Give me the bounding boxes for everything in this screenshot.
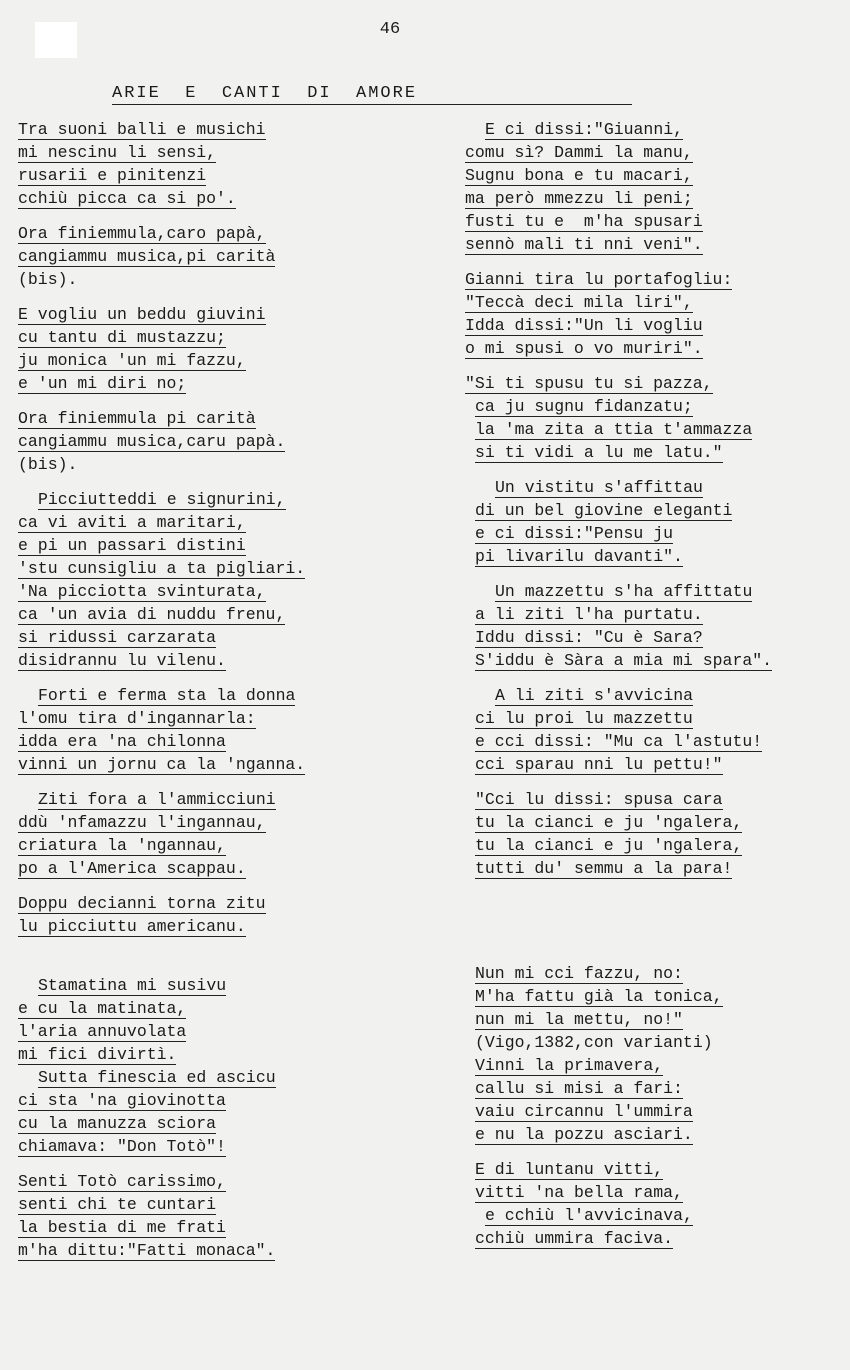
stanza [465,788,845,880]
verse-text: cu la manuzza sciora [18,1114,217,1133]
verse-line [465,1204,845,1227]
verse-text: Un mazzettu s'ha affittatu [495,582,753,601]
verse-text: Vinni la primavera, [475,1056,664,1075]
stanza [465,476,845,568]
verse-text: m'ha dittu:"Fatti monaca". [18,1241,276,1260]
verse-line [465,684,845,707]
stanza [18,303,378,395]
verse-line [18,649,378,672]
stanza [465,580,845,672]
verse-line [465,164,845,187]
verse-text: vitti 'na bella rama, [475,1183,683,1202]
verse-line [465,545,845,568]
verse-text: nun mi la mettu, no!" [475,1010,683,1029]
verse-text: po a l'America scappau. [18,859,246,878]
verse-line [465,372,845,395]
verse-line [18,488,378,511]
verse-line [465,476,845,499]
verse-line [18,511,378,534]
left-column [18,118,378,1262]
verse-line [18,1043,378,1066]
verse-text: ca 'un avia di nuddu frenu, [18,605,286,624]
verse-text: "Si ti spusu tu si pazza, [465,374,713,393]
verse-line [18,1066,378,1089]
verse-line [18,892,378,915]
verse-line [465,141,845,164]
verse-line [18,1089,378,1112]
verse-line [465,985,845,1008]
verse-text: tu la cianci e ju 'ngalera, [475,813,743,832]
verse-line [465,418,845,441]
verse-line [18,730,378,753]
verse-text: Doppu decianni torna zitu [18,894,266,913]
verse-line [465,1008,845,1031]
verse-line [465,603,845,626]
verse-text: "Cci lu dissi: spusa cara [475,790,723,809]
verse-text: E vogliu un beddu giuvini [18,305,266,324]
verse-line [465,649,845,672]
verse-text: e 'un mi diri no; [18,374,187,393]
verse-line [18,857,378,880]
verse-text: lu picciuttu americanu. [18,917,246,936]
stanza [18,684,378,776]
verse-line [18,1193,378,1216]
verse-text: criatura la 'ngannau, [18,836,226,855]
verse-line [465,1227,845,1250]
verse-text: si ti vidi a lu me latu." [475,443,723,462]
verse-text: cci sparau nni lu pettu!" [475,755,723,774]
verse-text: tutti du' semmu a la para! [475,859,733,878]
verse-text: ma però mmezzu li peni; [465,189,693,208]
verse-text: e ci dissi:"Pensu ju [475,524,674,543]
stanza [465,962,845,1146]
verse-line [18,187,378,210]
verse-text: cchiù picca ca si po'. [18,189,236,208]
verse-line [18,915,378,938]
verse-text: e cchiù l'avvicinava, [485,1206,693,1225]
verse-text: Sugnu bona e tu macari, [465,166,693,185]
verse-text: pi livarilu davanti". [475,547,683,566]
verse-text: a li ziti l'ha purtatu. [475,605,703,624]
verse-line [18,222,378,245]
verse-line [18,753,378,776]
verse-line [465,268,845,291]
verse-line [18,707,378,730]
verse-line [465,210,845,233]
verse-line [18,1170,378,1193]
verse-text: Ora finiemmula,caro papà, [18,224,266,243]
stanza [18,488,378,672]
verse-text: la bestia di me frati [18,1218,226,1237]
verse-text: Iddu dissi: "Cu è Sara? [475,628,703,647]
verse-line [18,1216,378,1239]
verse-line [465,395,845,418]
verse-text: chiamava: "Don Totò"! [18,1137,226,1156]
verse-line [465,522,845,545]
verse-text: Sutta finescia ed ascicu [38,1068,276,1087]
verse-text: (bis). [18,455,78,474]
verse-line [18,407,378,430]
verse-line [18,372,378,395]
verse-line [465,291,845,314]
verse-line [18,557,378,580]
verse-text: vinni un jornu ca la 'nganna. [18,755,306,774]
verse-line [18,603,378,626]
verse-text: e pi un passari distini [18,536,246,555]
verse-line [465,753,845,776]
verse-line [465,187,845,210]
verse-line [18,1135,378,1158]
verse-line [18,684,378,707]
verse-line [18,811,378,834]
verse-text: "Teccà deci mila liri", [465,293,693,312]
verse-text: e cu la matinata, [18,999,187,1018]
verse-text: 'stu cunsigliu a ta pigliari. [18,559,306,578]
verse-text: cangiammu musica,caru papà. [18,432,286,451]
verse-text: Gianni tira lu portafogliu: [465,270,733,289]
verse-text: sennò mali ti nni veni". [465,235,703,254]
stanza [18,118,378,210]
stanza [465,118,845,256]
verse-text: cu tantu di mustazzu; [18,328,226,347]
verse-line [465,788,845,811]
verse-line [465,580,845,603]
verse-line [18,118,378,141]
verse-text: e cci dissi: "Mu ca l'astutu! [475,732,763,751]
verse-line [18,430,378,453]
verse-line [465,1031,845,1054]
verse-text: Ora finiemmula pi carità [18,409,256,428]
verse-line [18,626,378,649]
verse-line [465,337,845,360]
verse-line [465,707,845,730]
verse-text: disidrannu lu vilenu. [18,651,226,670]
stanza [18,974,378,1158]
verse-text: Idda dissi:"Un li vogliu [465,316,703,335]
stanza [18,788,378,880]
verse-line [465,314,845,337]
verse-line [18,245,378,268]
verse-line [465,1054,845,1077]
verse-line [18,453,378,476]
verse-line [465,1181,845,1204]
verse-text: M'ha fattu già la tonica, [475,987,723,1006]
verse-text: ca vi aviti a maritari, [18,513,246,532]
verse-text: senti chi te cuntari [18,1195,217,1214]
verse-line [465,441,845,464]
verse-line [465,730,845,753]
page-title: ARIE E CANTI DI AMORE [112,84,632,105]
verse-line [465,118,845,141]
verse-text: ca ju sugnu fidanzatu; [475,397,693,416]
verse-text: Ziti fora a l'ammicciuni [38,790,276,809]
verse-line [18,141,378,164]
verse-line [465,1077,845,1100]
verse-line [465,1158,845,1181]
verse-text: comu sì? Dammi la manu, [465,143,693,162]
right-column [465,118,845,1250]
verse-line [18,834,378,857]
verse-text: l'omu tira d'ingannarla: [18,709,256,728]
verse-line [18,326,378,349]
verse-line [18,164,378,187]
verse-line [465,811,845,834]
verse-line [18,997,378,1020]
stanza [18,1170,378,1262]
verse-line [18,1239,378,1262]
stanza [465,1158,845,1250]
verse-text: tu la cianci e ju 'ngalera, [475,836,743,855]
verse-line [465,834,845,857]
verse-text: Stamatina mi susivu [38,976,227,995]
verse-line [465,233,845,256]
verse-text: A li ziti s'avvicina [495,686,694,705]
verse-line [465,626,845,649]
verse-text: rusarii e pinitenzi [18,166,207,185]
verse-text: Un vistitu s'affittau [495,478,703,497]
verse-text: mi nescinu li sensi, [18,143,217,162]
verse-line [18,268,378,291]
verse-text: ci lu proi lu mazzettu [475,709,693,728]
verse-text: ci sta 'na giovinotta [18,1091,226,1110]
verse-text: cchiù ummira faciva. [475,1229,674,1248]
verse-text: o mi spusi o vo muriri". [465,339,703,358]
verse-text: si ridussi carzarata [18,628,217,647]
stanza [18,222,378,291]
verse-line [465,857,845,880]
verse-line [18,788,378,811]
verse-text: e nu la pozzu asciari. [475,1125,693,1144]
stanza [465,268,845,360]
verse-line [18,1112,378,1135]
verse-text: (Vigo,1382,con varianti) [475,1033,713,1052]
verse-text: ddù 'nfamazzu l'ingannau, [18,813,266,832]
verse-text: cangiammu musica,pi carità [18,247,276,266]
verse-text: ju monica 'un mi fazzu, [18,351,246,370]
verse-line [18,349,378,372]
verse-text: Senti Totò carissimo, [18,1172,226,1191]
verse-text: la 'ma zita a ttia t'ammazza [475,420,753,439]
verse-text: l'aria annuvolata [18,1022,187,1041]
verse-line [18,303,378,326]
verse-text: callu si misi a fari: [475,1079,683,1098]
verse-text: E ci dissi:"Giuanni, [485,120,684,139]
verse-text: fusti tu e m'ha spusari [465,212,703,231]
verse-line [465,1100,845,1123]
verse-text: 'Na picciotta svinturata, [18,582,266,601]
verse-line [18,974,378,997]
verse-text: Forti e ferma sta la donna [38,686,296,705]
page-number: 46 [379,20,401,39]
verse-text: Picciutteddi e signurini, [38,490,286,509]
verse-line [465,1123,845,1146]
verse-line [465,962,845,985]
stanza [465,684,845,776]
verse-text: (bis). [18,270,78,289]
verse-text: vaiu circannu l'ummira [475,1102,693,1121]
verse-text: idda era 'na chilonna [18,732,226,751]
stanza [465,372,845,464]
verse-text: Tra suoni balli e musichi [18,120,266,139]
stanza [18,892,378,938]
verse-text: S'iddu è Sàra a mia mi spara". [475,651,773,670]
verse-line [18,534,378,557]
verse-text: mi fici divirtì. [18,1045,177,1064]
verse-line [465,499,845,522]
verse-text: di un bel giovine eleganti [475,501,733,520]
verse-text: Nun mi cci fazzu, no: [475,964,683,983]
verse-line [18,1020,378,1043]
stanza [18,407,378,476]
verse-text: E di luntanu vitti, [475,1160,664,1179]
verse-line [18,580,378,603]
